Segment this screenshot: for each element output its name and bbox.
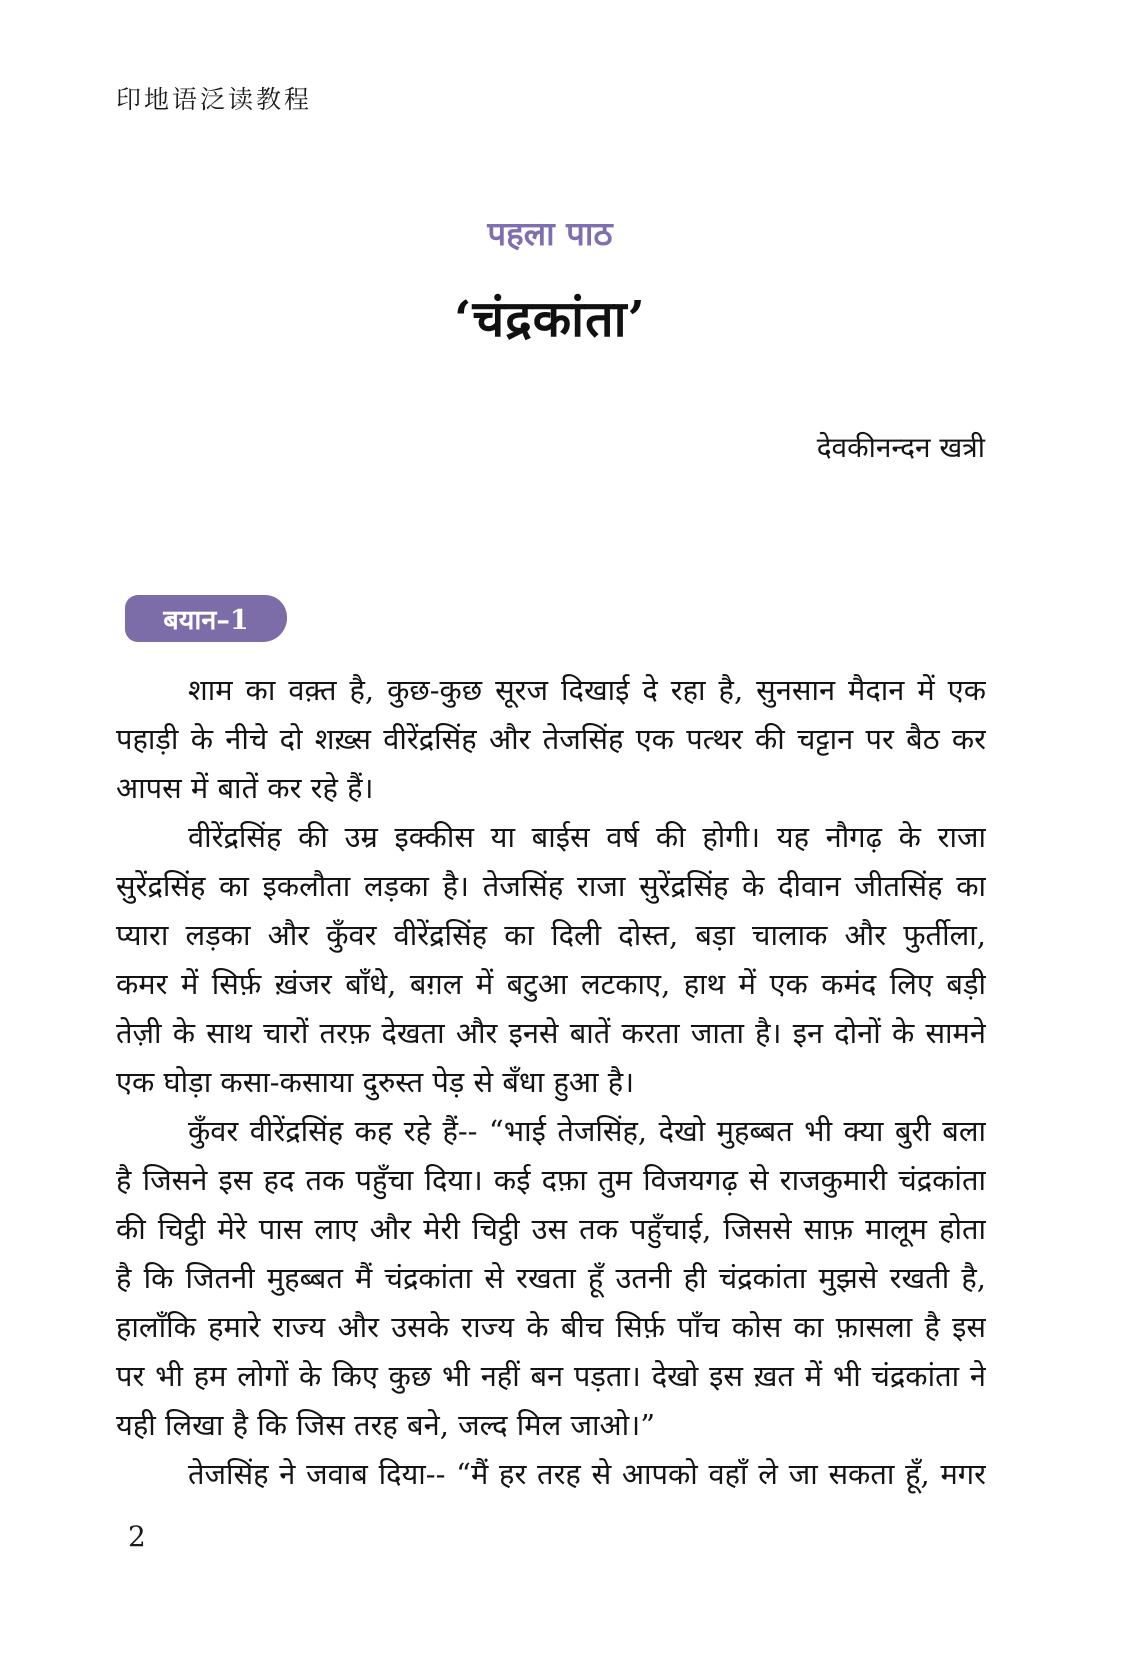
body-line: कमर में सिर्फ़ ख़ंजर बाँधे, बग़ल में बटुआ लटकाए, हाथ में एक कमंद लिए बड़ी [116, 967, 986, 1001]
author-name: देवकीनन्दन खत्री [816, 431, 985, 464]
page-number: 2 [128, 1520, 146, 1553]
body-line: पर भी हम लोगों के किए कुछ भी नहीं बन पड़ता। देखो इस ख़त में भी चंद्रकांता ने [116, 1359, 986, 1393]
body-line: तेजसिंह ने जवाब दिया-- “मैं हर तरह से आपको वहाँ ले जा सकता हूँ, मगर [188, 1457, 986, 1491]
body-line: है कि जितनी मुहब्बत मैं चंद्रकांता से रखता हूँ उतनी ही चंद्रकांता मुझसे रखती है, [116, 1261, 986, 1295]
lesson-heading: पहला पाठ [487, 214, 613, 253]
body-line: पहाड़ी के नीचे दो शख़्स वीरेंद्रसिंह और तेजसिंह एक पत्थर की चट्टान पर बैठ कर [116, 722, 986, 756]
body-line: हालाँकि हमारे राज्य और उसके राज्य के बीच सिर्फ़ पाँच कोस का फ़ासला है इस [116, 1310, 986, 1344]
body-line: कुँवर वीरेंद्रसिंह कह रहे हैं-- “भाई तेजसिंह, देखो मुहब्बत भी क्या बुरी बला [188, 1114, 986, 1148]
body-line: यही लिखा है कि जिस तरह बने, जल्द मिल जाओ।” [116, 1408, 656, 1442]
body-paragraphs [116, 666, 986, 1499]
body-line: सुरेंद्रसिंह का इकलौता लड़का है। तेजसिंह राजा सुरेंद्रसिंह के दीवान जीतसिंह का [116, 869, 986, 903]
body-line: आपस में बातें कर रहे हैं। [116, 771, 374, 805]
body-line: की चिट्ठी मेरे पास लाए और मेरी चिट्ठी उस तक पहुँचाई, जिससे साफ़ मालूम होता [116, 1212, 986, 1246]
body-line: शाम का वक़्त है, कुछ-कुछ सूरज दिखाई दे रहा है, सुनसान मैदान में एक [188, 673, 986, 707]
section-badge [125, 595, 287, 642]
body-line: एक घोड़ा कसा-कसाया दुरुस्त पेड़ से बँधा हुआ है। [116, 1065, 635, 1099]
running-header: 印地语泛读教程 [116, 85, 313, 114]
body-line: वीरेंद्रसिंह की उम्र इक्कीस या बाईस वर्ष की होगी। यह नौगढ़ के राजा [188, 820, 986, 854]
body-line: है जिसने इस हद तक पहुँचा दिया। कई दफ़ा तुम विजयगढ़ से राजकुमारी चंद्रकांता [116, 1163, 986, 1197]
chapter-title: ‘चंद्रकांता’ [454, 289, 646, 348]
section-badge-label: बयान–1 [163, 605, 249, 636]
body-line: तेज़ी के साथ चारों तरफ़ देखता और इनसे बातें करता जाता है। इन दोनों के सामने [116, 1016, 986, 1050]
body-line: प्यारा लड़का और कुँवर वीरेंद्रसिंह का दिली दोस्त, बड़ा चालाक और फुर्तीला, [116, 918, 986, 952]
